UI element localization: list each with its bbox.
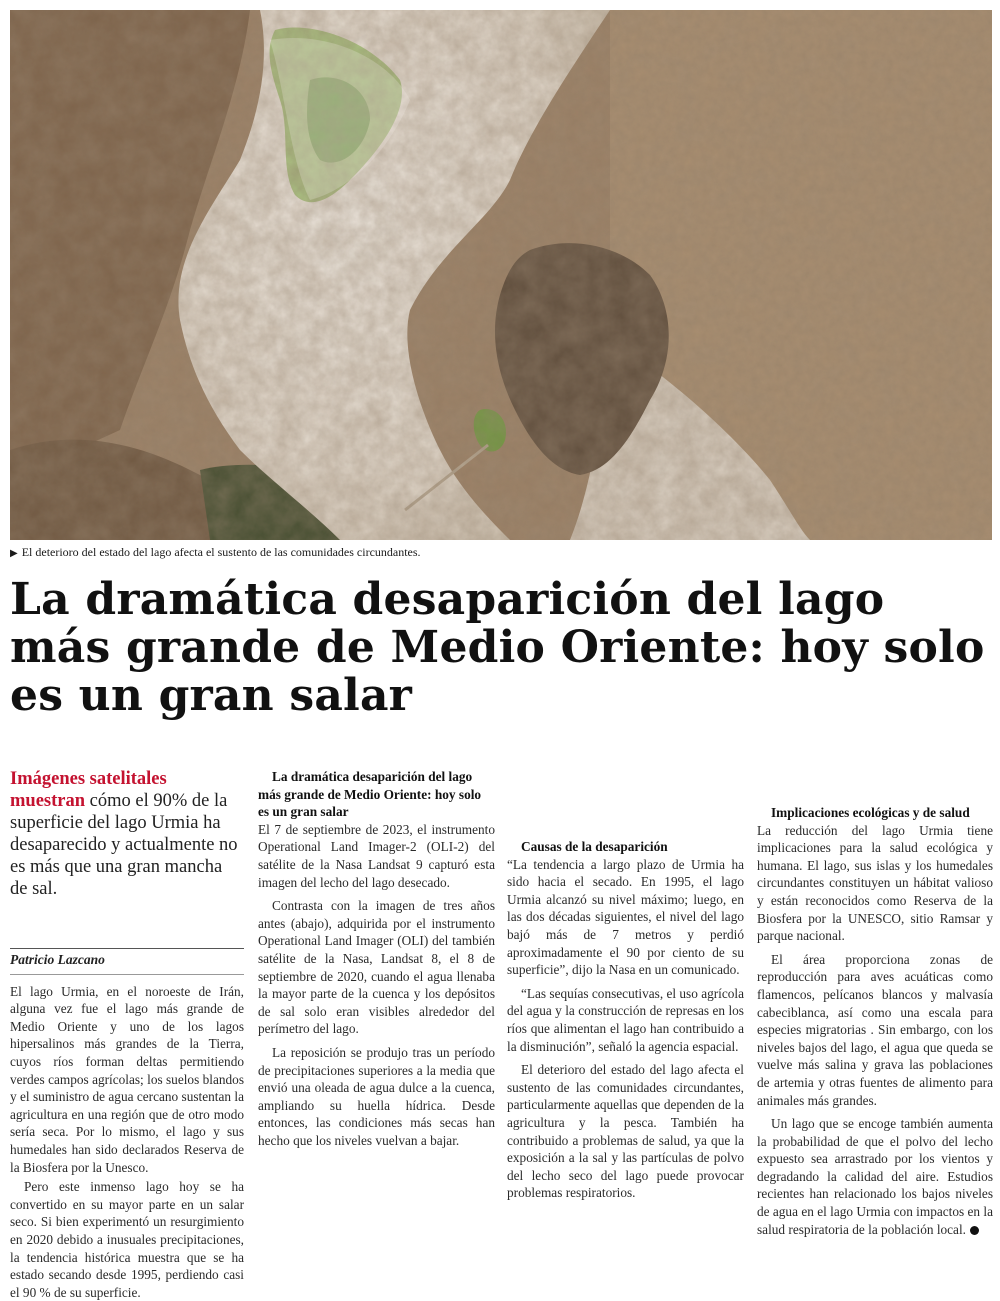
photo-caption (10, 544, 990, 562)
body-paragraph-7: “Las sequías consecutivas, el uso agrícola del agua y la construcción de represas en los ríos que alimentan el lago han contribuido a la disminución”, señaló la agencia espacial. (507, 985, 745, 1054)
body-paragraph-11 (757, 1115, 993, 1238)
author-rule-bottom (10, 974, 244, 975)
body-paragraph-10: El área proporciona zonas de reproducción para aves acuáticas como flamencos, pelícanos blancos y malvasía cabeciblanca, así como una escala para especies migratorias . Sin embargo, con los niveles bajos del lago, el agua que queda se vuelve más salina y grava las poblaciones de artemia y otras fuentes de alimento para animales más grandes. (757, 951, 993, 1108)
headline: La dramática desaparición del lago más grande de Medio Oriente: hoy solo es un gran salar (10, 574, 985, 721)
body-paragraph-11-text: Un lago que se encoge también aumenta la probabilidad de que el polvo del lecho expuesto sea arrastrado por los vientos y degradando la calidad del aire. Estudios recientes han relacionado los bajos niveles de agua en el lago Urmia con impactos en la salud respiratoria de la población local. (757, 1116, 993, 1237)
body-paragraph-5: La reposición se produjo tras un período de precipitaciones superiores a la media que envió una oleada de agua dulce a la cuenca, ampliando su huella hídrica. Desde entonces, las condiciones más secas han hecho que los niveles vuelvan a bajar. (258, 1044, 495, 1148)
body-paragraph-1: El lago Urmia, en el noroeste de Irán, alguna vez fue el lago más grande de Medio Oriente y uno de los lagos hipersalinos más grandes de la Tierra, cuyos ríos forman deltas permitiendo verdes campos agrícolas; los suelos blandos y el suministro de agua cercano sustentan la agricultura en una región que de otro modo sería seca. Por lo mismo, el lago y sus humedales han sido declarados Reserva de la Biosfera por la Unesco. (10, 983, 244, 1175)
body-paragraph-6: “La tendencia a largo plazo de Urmia ha sido hacia el secado. En 1995, el lago Urmia alcanzó su nivel máximo; luego, en las dos décadas siguientes, el nivel del lago bajó más de 7 metros y perdió aproximadamente el 90 por ciento de su superficie”, dijo la Nasa en un comunicado. (507, 856, 744, 978)
author-rule-top (10, 948, 244, 949)
subhead-1: La dramática desaparición del lago más grande de Medio Oriente: hoy solo es un gran salar (258, 769, 482, 820)
lead-highlight: Imágenes satelitales muestran (10, 769, 167, 811)
body-paragraph-8: El deterioro del estado del lago afecta el sustento de las comunidades circundantes, particularmente aquellas que dependen de la agricultura y la pesca. También ha contribuido a problemas de salud, ya que la exposición a la sal y las partículas de polvo del lecho seco del lago puede provocar problemas respiratorios. (507, 1062, 744, 1201)
subhead-2: Causas de la desaparición (521, 839, 668, 854)
author-byline: Patricio Lazcano (10, 952, 105, 967)
satellite-photo (10, 10, 992, 540)
column-3 (507, 838, 744, 1202)
subhead-3: Implicaciones ecológicas y de salud (771, 805, 970, 820)
body-paragraph-2: Pero este inmenso lago hoy se ha convertido en su mayor parte en un salar seco. Si bien experimentó un resurgimiento en 2020 debido a inusuales precipitaciones, la tendencia histórica muestra que se ha estado secando desde 1995, perdiendo casi el 90 % de su superficie. (10, 1179, 244, 1300)
caption-text: El deterioro del estado del lago afecta el sustento de las comunidades circundantes. (21, 545, 421, 559)
end-of-article-icon (970, 1226, 979, 1235)
column-2 (258, 768, 495, 1149)
body-paragraph-9: La reducción del lago Urmia tiene implicaciones para la salud ecológica y humana. El lago, sus islas y los humedales circundantes constituyen un hábitat valioso y están reconocidos como Reserva de la Biosfera por la UNESCO, sitio Ramsar y parque nacional. (757, 822, 993, 944)
column-1 (10, 768, 244, 1301)
body-paragraph-3: El 7 de septiembre de 2023, el instrumento Operational Land Imager-2 (OLI-2) del satélite de la Nasa Landsat 9 capturó esta imagen del lecho del lago desecado. (258, 821, 495, 890)
lead-paragraph (10, 768, 244, 900)
lead-text: cómo el 90% de la superficie del lago Urmia ha desaparecido y actualmente no es más que una gran mancha de sal. (10, 791, 238, 899)
body-paragraph-4: Contrasta con la imagen de tres años antes (abajo), adquirida por el instrumento Operational Land Imager (OLI) del también satélite de la Nasa, Landsat 8, el 8 de septiembre de 2020, cuando el agua llenaba la mayor parte de la cuenca y los depósitos de sal solo eran visibles alrededor del perímetro del lago. (258, 898, 495, 1037)
caption-arrow-icon: ▶ (10, 548, 18, 559)
satellite-photo-icon (10, 10, 992, 540)
column-4 (757, 804, 993, 1238)
